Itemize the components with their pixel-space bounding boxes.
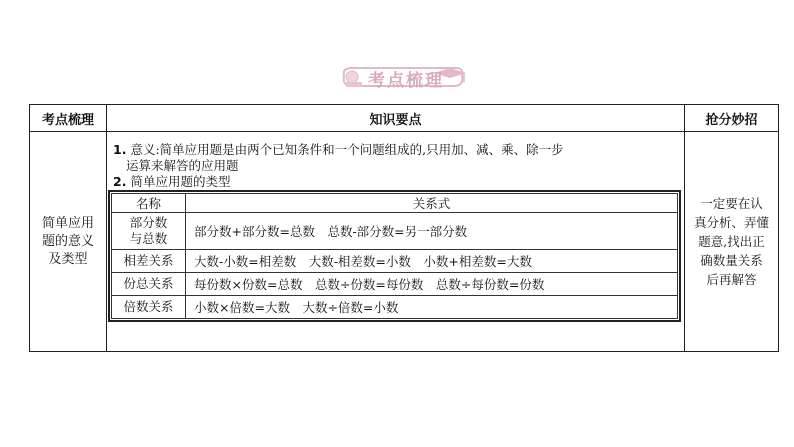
types-header-name: 名称	[112, 194, 186, 213]
type-row	[112, 250, 678, 273]
header-row	[30, 105, 779, 132]
topic-line: 简单应用	[41, 215, 94, 231]
point-1-number: 1.	[113, 142, 127, 157]
type-row	[112, 273, 678, 296]
type-relation: 大数-小数=相差数 大数-相差数=小数 小数+相差数=大数	[186, 250, 678, 273]
point-1	[113, 142, 684, 158]
type-relation: 小数×倍数=大数 大数÷倍数=小数	[186, 296, 678, 319]
tip-line: 一定要在认	[700, 196, 763, 211]
type-name: 相差关系	[112, 250, 186, 273]
types-header-row	[112, 194, 678, 213]
point-1-continued: 运算来解答的应用题	[126, 158, 239, 173]
section-banner	[338, 62, 470, 92]
banner-title: 考点梳理	[368, 71, 444, 91]
type-relation: 每份数×份数=总数 总数÷份数=每份数 总数÷每份数=份数	[186, 273, 678, 296]
tip-cell	[685, 132, 779, 352]
type-row	[112, 296, 678, 319]
type-name: 倍数关系	[112, 296, 186, 319]
types-header-relation: 关系式	[186, 194, 678, 213]
type-name-line: 部分数	[129, 215, 168, 230]
type-row	[112, 213, 678, 250]
header-topic: 考点梳理	[30, 105, 107, 132]
type-name: 份总关系	[112, 273, 186, 296]
content-row	[30, 132, 779, 352]
point-2-number: 2.	[113, 174, 127, 189]
topic-cell	[30, 132, 107, 352]
tip-line: 确数量关系	[700, 253, 763, 268]
topic-line: 题的意义	[41, 233, 94, 249]
type-relation: 部分数+部分数=总数 总数-部分数=另一部分数	[186, 213, 678, 250]
tip-line: 真分析、弄懂	[693, 215, 769, 230]
type-name-line: 与总数	[129, 231, 168, 246]
point-2-text: 简单应用题的类型	[130, 174, 231, 189]
points-cell	[107, 132, 685, 352]
header-tips: 抢分妙招	[685, 105, 779, 132]
tip-line: 题意,找出正	[698, 234, 765, 249]
tip-line: 后再解答	[706, 272, 757, 287]
types-table	[111, 193, 678, 319]
point-2	[113, 174, 684, 190]
header-points: 知识要点	[107, 105, 685, 132]
topic-line: 及类型	[48, 251, 88, 267]
type-name	[112, 213, 186, 250]
knowledge-table	[29, 104, 779, 352]
point-1-text: 意义:简单应用题是由两个已知条件和一个问题组成的,只用加、减、乘、除一步	[130, 142, 564, 157]
